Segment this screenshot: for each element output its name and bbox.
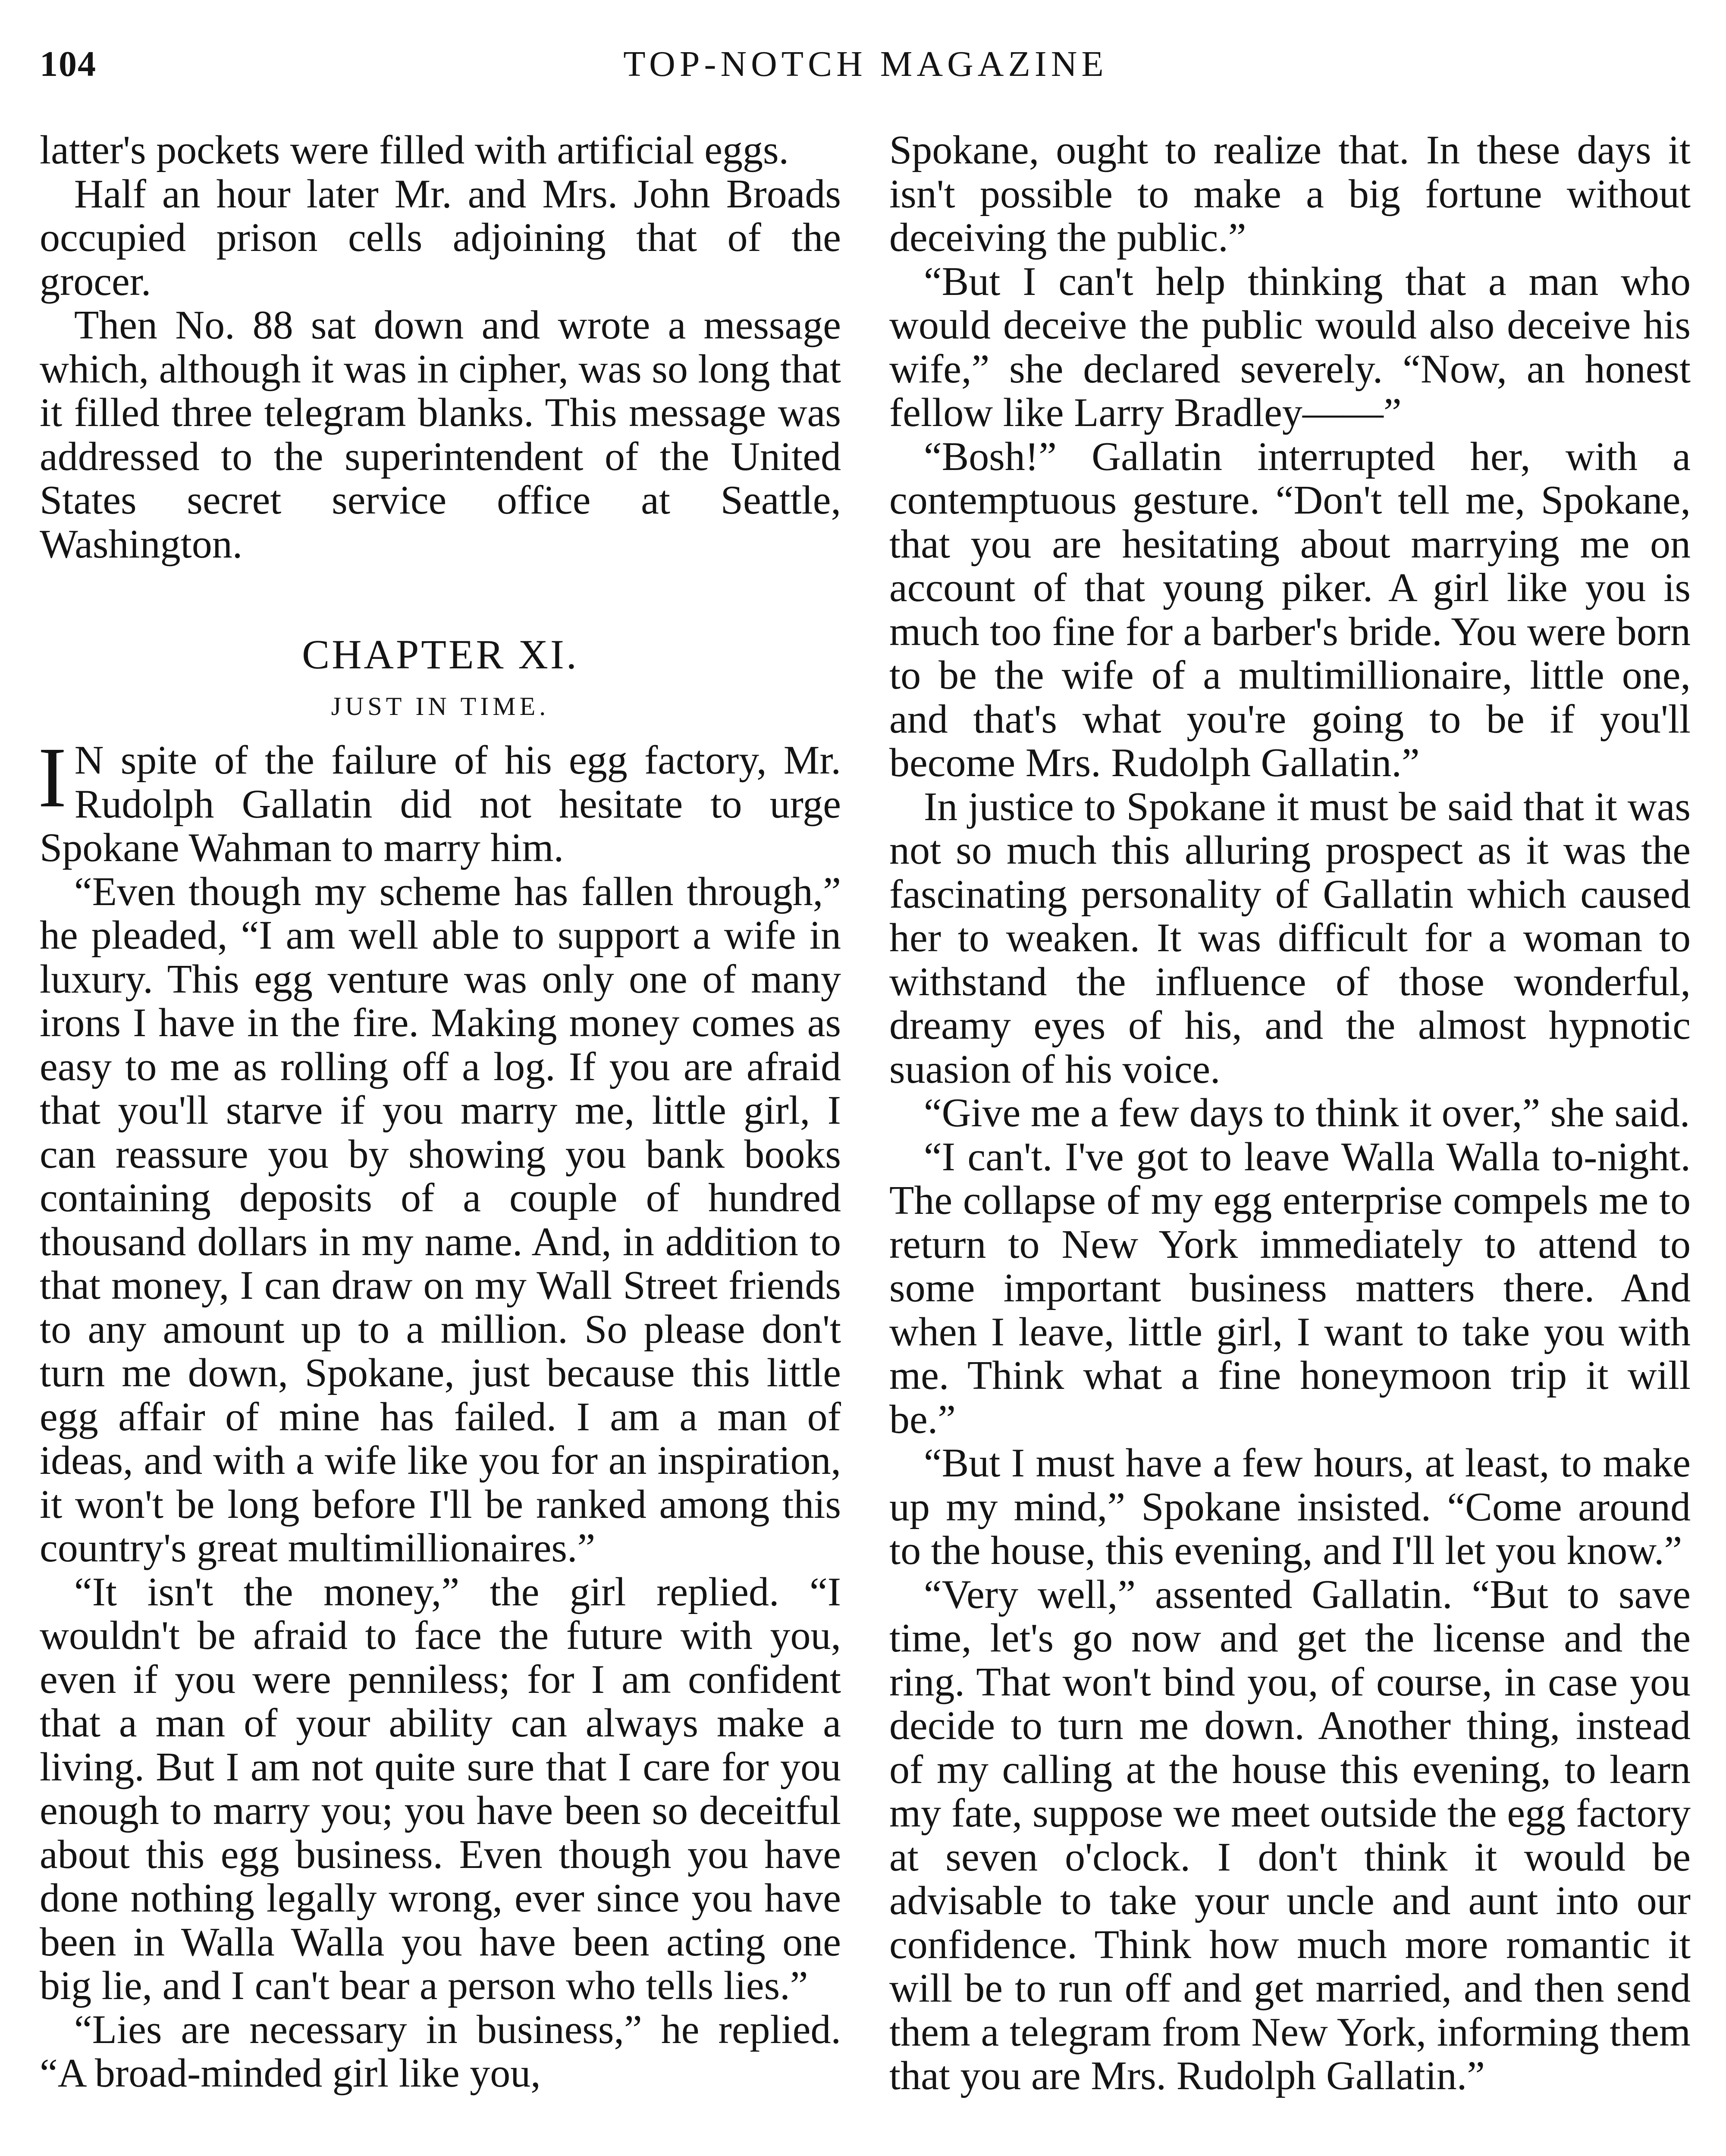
paragraph: “But I must have a few hours, at least, to make up my mind,” Spokane insisted. “Come around to the house, this evening, and I'll let you know.” bbox=[889, 1441, 1691, 1573]
chapter-subtitle: JUST IN TIME. bbox=[331, 692, 550, 721]
opening-paragraph-text: N spite of the failure of his egg factory, Mr. Rudolph Gallatin did not hesitate to urge Spokane Wahman to marry him. bbox=[40, 738, 841, 870]
magazine-title: TOP-NOTCH MAGAZINE bbox=[623, 44, 1108, 84]
paragraph: “But I can't help thinking that a man who would deceive the public would also deceive his wife,” she declared severely. “Now, an honest fellow like Larry Bradley——” bbox=[889, 259, 1691, 435]
paragraph: Half an hour later Mr. and Mrs. John Broads occupied prison cells adjoining that of the grocer. bbox=[40, 171, 841, 304]
opening-paragraph bbox=[38, 730, 841, 870]
paragraph: “Give me a few days to think it over,” she said. bbox=[923, 1091, 1690, 1135]
drop-cap: I bbox=[38, 730, 67, 825]
paragraph: “Lies are necessary in business,” he replied. “A broad-minded girl like you, bbox=[40, 2007, 841, 2096]
paragraph: “Very well,” assented Gallatin. “But to save time, let's go now and get the license and the ring. That won't bind you, of course, in case you decide to turn me down. Another thing, instead of my calling at the house this evening, to learn my fate, suppose we meet outside the egg factory at seven o'clock. I don't think it would be advisable to take your uncle and aunt into our confidence. Think how much more romantic it will be to run off and get married, and then send them a telegram from New York, informing them that you are Mrs. Rudolph Gallatin.” bbox=[889, 1572, 1691, 2098]
right-column bbox=[889, 128, 1691, 2098]
paragraph: In justice to Spokane it must be said that it was not so much this alluring prospect as it was the fascinating personality of Gallatin which caused her to weaken. It was difficult for a woman to withstand the influence of those wonderful, dreamy eyes of his, and the almost hypnotic suasion of his voice. bbox=[889, 784, 1691, 1092]
paragraph: latter's pockets were filled with artificial eggs. bbox=[40, 128, 789, 172]
paragraph: Then No. 88 sat down and wrote a message which, although it was in cipher, was so long that it filled three telegram blanks. This message was addressed to the superintendent of the United States secret service office at Seattle, Washington. bbox=[40, 303, 841, 567]
paragraph: “It isn't the money,” the girl replied. “I wouldn't be afraid to face the future with you, even if you were penniless; for I am confident that a man of your ability can always make a living. But I am not quite sure that I care for you enough to marry you; you have been so deceitful about this egg business. Even though you have done nothing legally wrong, ever since you have been in Walla Walla you have been acting one big lie, and I can't bear a person who tells lies.” bbox=[40, 1569, 841, 2008]
left-column bbox=[40, 128, 841, 2096]
page-header bbox=[40, 43, 1691, 103]
page-number: 104 bbox=[40, 44, 97, 84]
paragraph: “I can't. I've got to leave Walla Walla to-night. The collapse of my egg enterprise compels me to return to New York immediately to attend to some important business matters there. And when I leave, little girl, I want to take you with me. Think what a fine honeymoon trip it will be.” bbox=[889, 1134, 1691, 1442]
paragraph: Spokane, ought to realize that. In these days it isn't possible to make a big fortune without deceiving the public.” bbox=[889, 128, 1691, 260]
chapter-heading: CHAPTER XI. bbox=[302, 631, 579, 677]
paragraph: “Even though my scheme has fallen through,” he pleaded, “I am well able to support a wife in luxury. This egg venture was only one of many irons I have in the fire. Making money comes as easy to me as rolling off a log. If you are afraid that you'll starve if you marry me, little girl, I can reassure you by showing you bank books containing deposits of a couple of hundred thousand dollars in my name. And, in addition to that money, I can draw on my Wall Street friends to any amount up to a million. So please don't turn me down, Spokane, just because this little egg affair of mine has failed. I am a man of ideas, and with a wife like you for an inspiration, it won't be long before I'll be ranked among this country's great multimillionaires.” bbox=[40, 869, 841, 1570]
paragraph: “Bosh!” Gallatin interrupted her, with a contemptuous gesture. “Don't tell me, Spokane, that you are hesitating about marrying me on account of that young piker. A girl like you is much too fine for a barber's bride. You were born to be the wife of a multimillionaire, little one, and that's what you're going to be if you'll become Mrs. Rudolph Gallatin.” bbox=[889, 434, 1691, 785]
